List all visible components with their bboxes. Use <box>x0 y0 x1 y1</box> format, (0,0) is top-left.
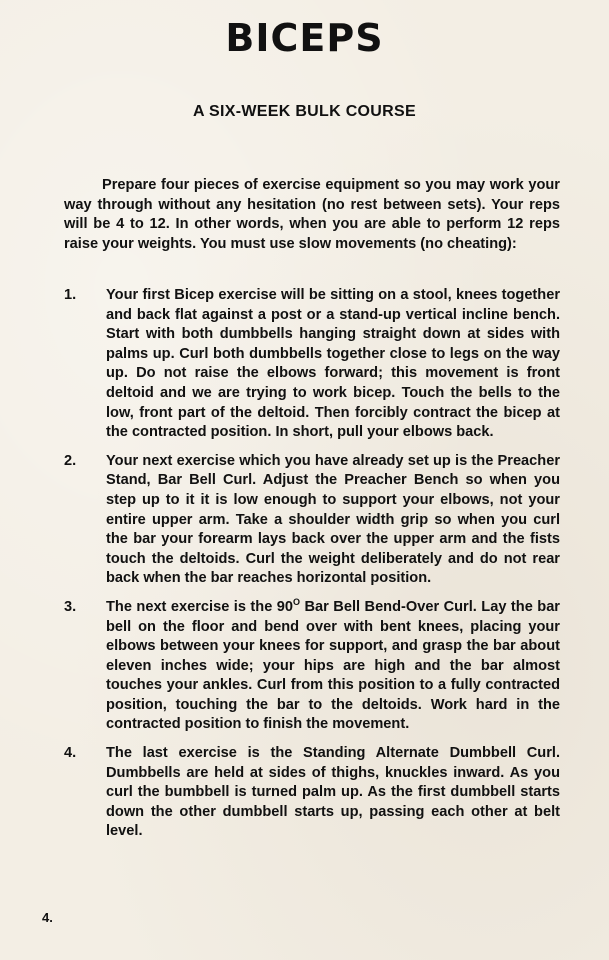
exercise-text-rest: Bar Bell Bend-Over Curl. Lay the bar bell on the floor and bend over with bent knees, placing your elbows between your knees for support, and grasp the bar about eleven inches wide; your hips are high and the bar almost touches your ankles. Curl from this position to a fully contracted position, touching the bar to the deltoids. Work hard in the contracted position to finish the movement. <box>106 598 560 733</box>
exercise-text: Your next exercise which you have already set up is the Preacher Stand, Bar Bell Curl. Adjust the Preacher Bench so when you step up to it it is low enough to support your elbows, not your entire upper arm. Take a shoulder width grip so when you curl the bar your forearm lays back over the upper arm and the fists touch the deltoids. Curl the weight deliberately and do not rear back when the bar reaches horizontal position. <box>106 452 560 587</box>
exercise-number: 1. <box>64 287 77 303</box>
page-subtitle: A SIX-WEEK BULK COURSE <box>193 103 416 120</box>
exercise-text <box>106 598 560 735</box>
page-number: 4. <box>42 910 53 925</box>
degree-superscript: O <box>293 596 301 607</box>
exercise-text-start: The next exercise is the 90 <box>106 598 294 615</box>
exercise-text: The last exercise is the Standing Alternate Dumbbell Curl. Dumbbells are held at sides of thighs, knuckles inward. As you curl the bumbbell is turned palm up. As the first dumbbell starts down the other dumbbell starts up, passing each other at belt level. <box>106 745 560 840</box>
exercise-item-2 <box>64 452 560 589</box>
exercise-item-1 <box>64 286 560 443</box>
intro-paragraph: Prepare four pieces of exercise equipment so you may work your way through without any hesitation (no rest between sets). Your reps will be 4 to 12. In other words, when you are able to perform 12 reps raise your weights. You must use slow movements (no cheating): <box>64 177 560 252</box>
exercise-list <box>64 286 560 851</box>
exercise-number: 4. <box>64 745 77 762</box>
exercise-text: Your first Bicep exercise will be sitting on a stool, knees together and back flat against a post or a stand-up vertical incline bench. Start with both dumbbells hanging straight down at sides with palms up. Curl both dumbbells together close to legs on the way up. Do not raise the elbows forward; this movement is front deltoid and we are trying to work bicep. Touch the bells to the low, front part of the deltoid. Then forcibly contract the bicep at the contracted position. In short, pull your elbows back. <box>106 287 560 441</box>
exercise-item-3 <box>64 598 560 735</box>
exercise-number: 3. <box>64 598 77 615</box>
page-title: BICEPS <box>225 16 384 60</box>
exercise-number: 2. <box>64 452 77 469</box>
exercise-item-4 <box>64 744 560 842</box>
